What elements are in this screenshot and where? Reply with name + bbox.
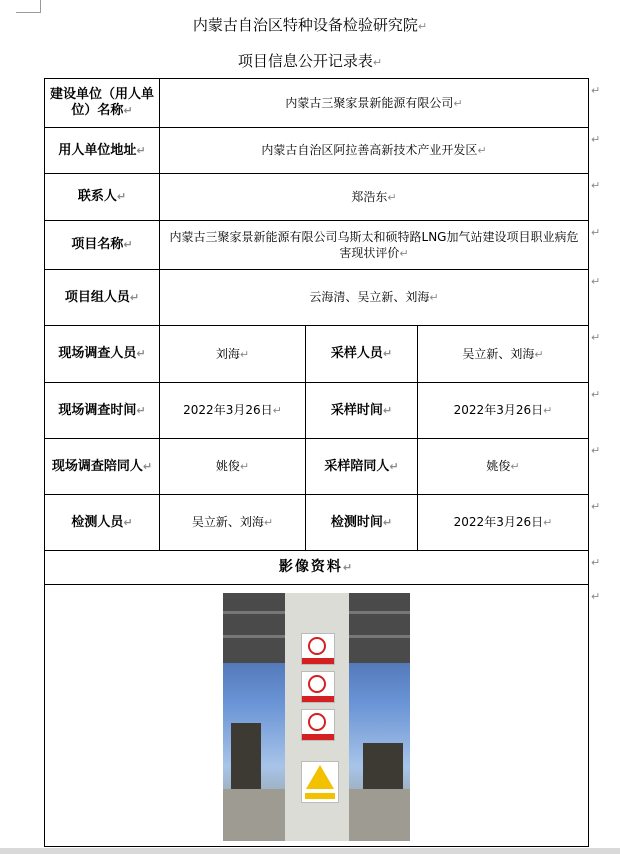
crop-mark	[16, 0, 41, 13]
table-row	[45, 174, 589, 221]
paragraph-mark: ↵	[591, 133, 601, 146]
background-trees	[363, 743, 403, 793]
sampling-staff-value: 吴立新、刘海↵	[418, 326, 589, 383]
table-row	[45, 79, 589, 128]
survey-staff-value: 刘海↵	[160, 326, 306, 383]
paragraph-mark: ↵	[417, 20, 428, 33]
table-row	[45, 270, 589, 326]
survey-time-label: 现场调查时间↵	[45, 383, 160, 439]
sampling-escort-value: 姚俊↵	[418, 439, 589, 495]
team-value: 云海清、吴立新、刘海↵	[160, 270, 589, 326]
survey-time-value: 2022年3月26日↵	[160, 383, 306, 439]
table-row	[45, 383, 589, 439]
paragraph-mark: ↵	[372, 56, 383, 69]
no-fire-icon	[301, 709, 335, 741]
table-row	[45, 128, 589, 174]
institute-title-text: 内蒙古自治区特种设备检验研究院	[192, 16, 418, 34]
window-bottom-edge	[0, 848, 620, 854]
team-label: 项目组人员↵	[45, 270, 160, 326]
project-name-value: 内蒙古三聚家景新能源有限公司乌斯太和硕特路LNG加气站建设项目职业病危害现状评价↵	[160, 221, 589, 270]
table-row	[45, 551, 589, 585]
testing-staff-label: 检测人员↵	[45, 495, 160, 551]
table-row	[45, 326, 589, 383]
paragraph-mark: ↵	[591, 590, 601, 603]
contact-label: 联系人↵	[45, 174, 160, 221]
table-row	[45, 439, 589, 495]
site-photo	[223, 593, 410, 841]
client-unit-value: 内蒙古三聚家景新能源有限公司↵	[160, 79, 589, 128]
caution-warning-icon	[301, 761, 339, 803]
paragraph-mark: ↵	[591, 226, 601, 239]
table-row	[45, 495, 589, 551]
paragraph-mark: ↵	[591, 444, 601, 457]
sampling-staff-label: 采样人员↵	[306, 326, 418, 383]
sampling-escort-label: 采样陪同人↵	[306, 439, 418, 495]
survey-staff-label: 现场调查人员↵	[45, 326, 160, 383]
survey-escort-label: 现场调查陪同人↵	[45, 439, 160, 495]
project-name-label: 项目名称↵	[45, 221, 160, 270]
form-title-text: 项目信息公开记录表	[237, 52, 373, 70]
survey-escort-value: 姚俊↵	[160, 439, 306, 495]
photo-cell	[45, 585, 589, 847]
institute-title	[0, 14, 620, 35]
paragraph-mark: ↵	[591, 500, 601, 513]
images-section-header: 影像资料↵	[45, 551, 589, 585]
paragraph-mark: ↵	[591, 388, 601, 401]
no-phone-icon	[301, 633, 335, 665]
paragraph-mark: ↵	[591, 84, 601, 97]
contact-value: 郑浩东↵	[160, 174, 589, 221]
site-address-value: 内蒙古自治区阿拉善高新技术产业开发区↵	[160, 128, 589, 174]
table-row	[45, 585, 589, 847]
client-unit-label: 建设单位（用人单位）名称↵	[45, 79, 160, 128]
paragraph-mark: ↵	[591, 275, 601, 288]
table-row	[45, 221, 589, 270]
paragraph-mark: ↵	[591, 179, 601, 192]
no-smoking-icon	[301, 671, 335, 703]
background-trees	[231, 723, 261, 793]
testing-time-label: 检测时间↵	[306, 495, 418, 551]
form-title	[0, 50, 620, 71]
sampling-time-label: 采样时间↵	[306, 383, 418, 439]
site-address-label: 用人单位地址↵	[45, 128, 160, 174]
paragraph-mark: ↵	[591, 556, 601, 569]
testing-staff-value: 吴立新、刘海↵	[160, 495, 306, 551]
project-info-table	[44, 78, 589, 847]
testing-time-value: 2022年3月26日↵	[418, 495, 589, 551]
sampling-time-value: 2022年3月26日↵	[418, 383, 589, 439]
paragraph-mark: ↵	[591, 331, 601, 344]
